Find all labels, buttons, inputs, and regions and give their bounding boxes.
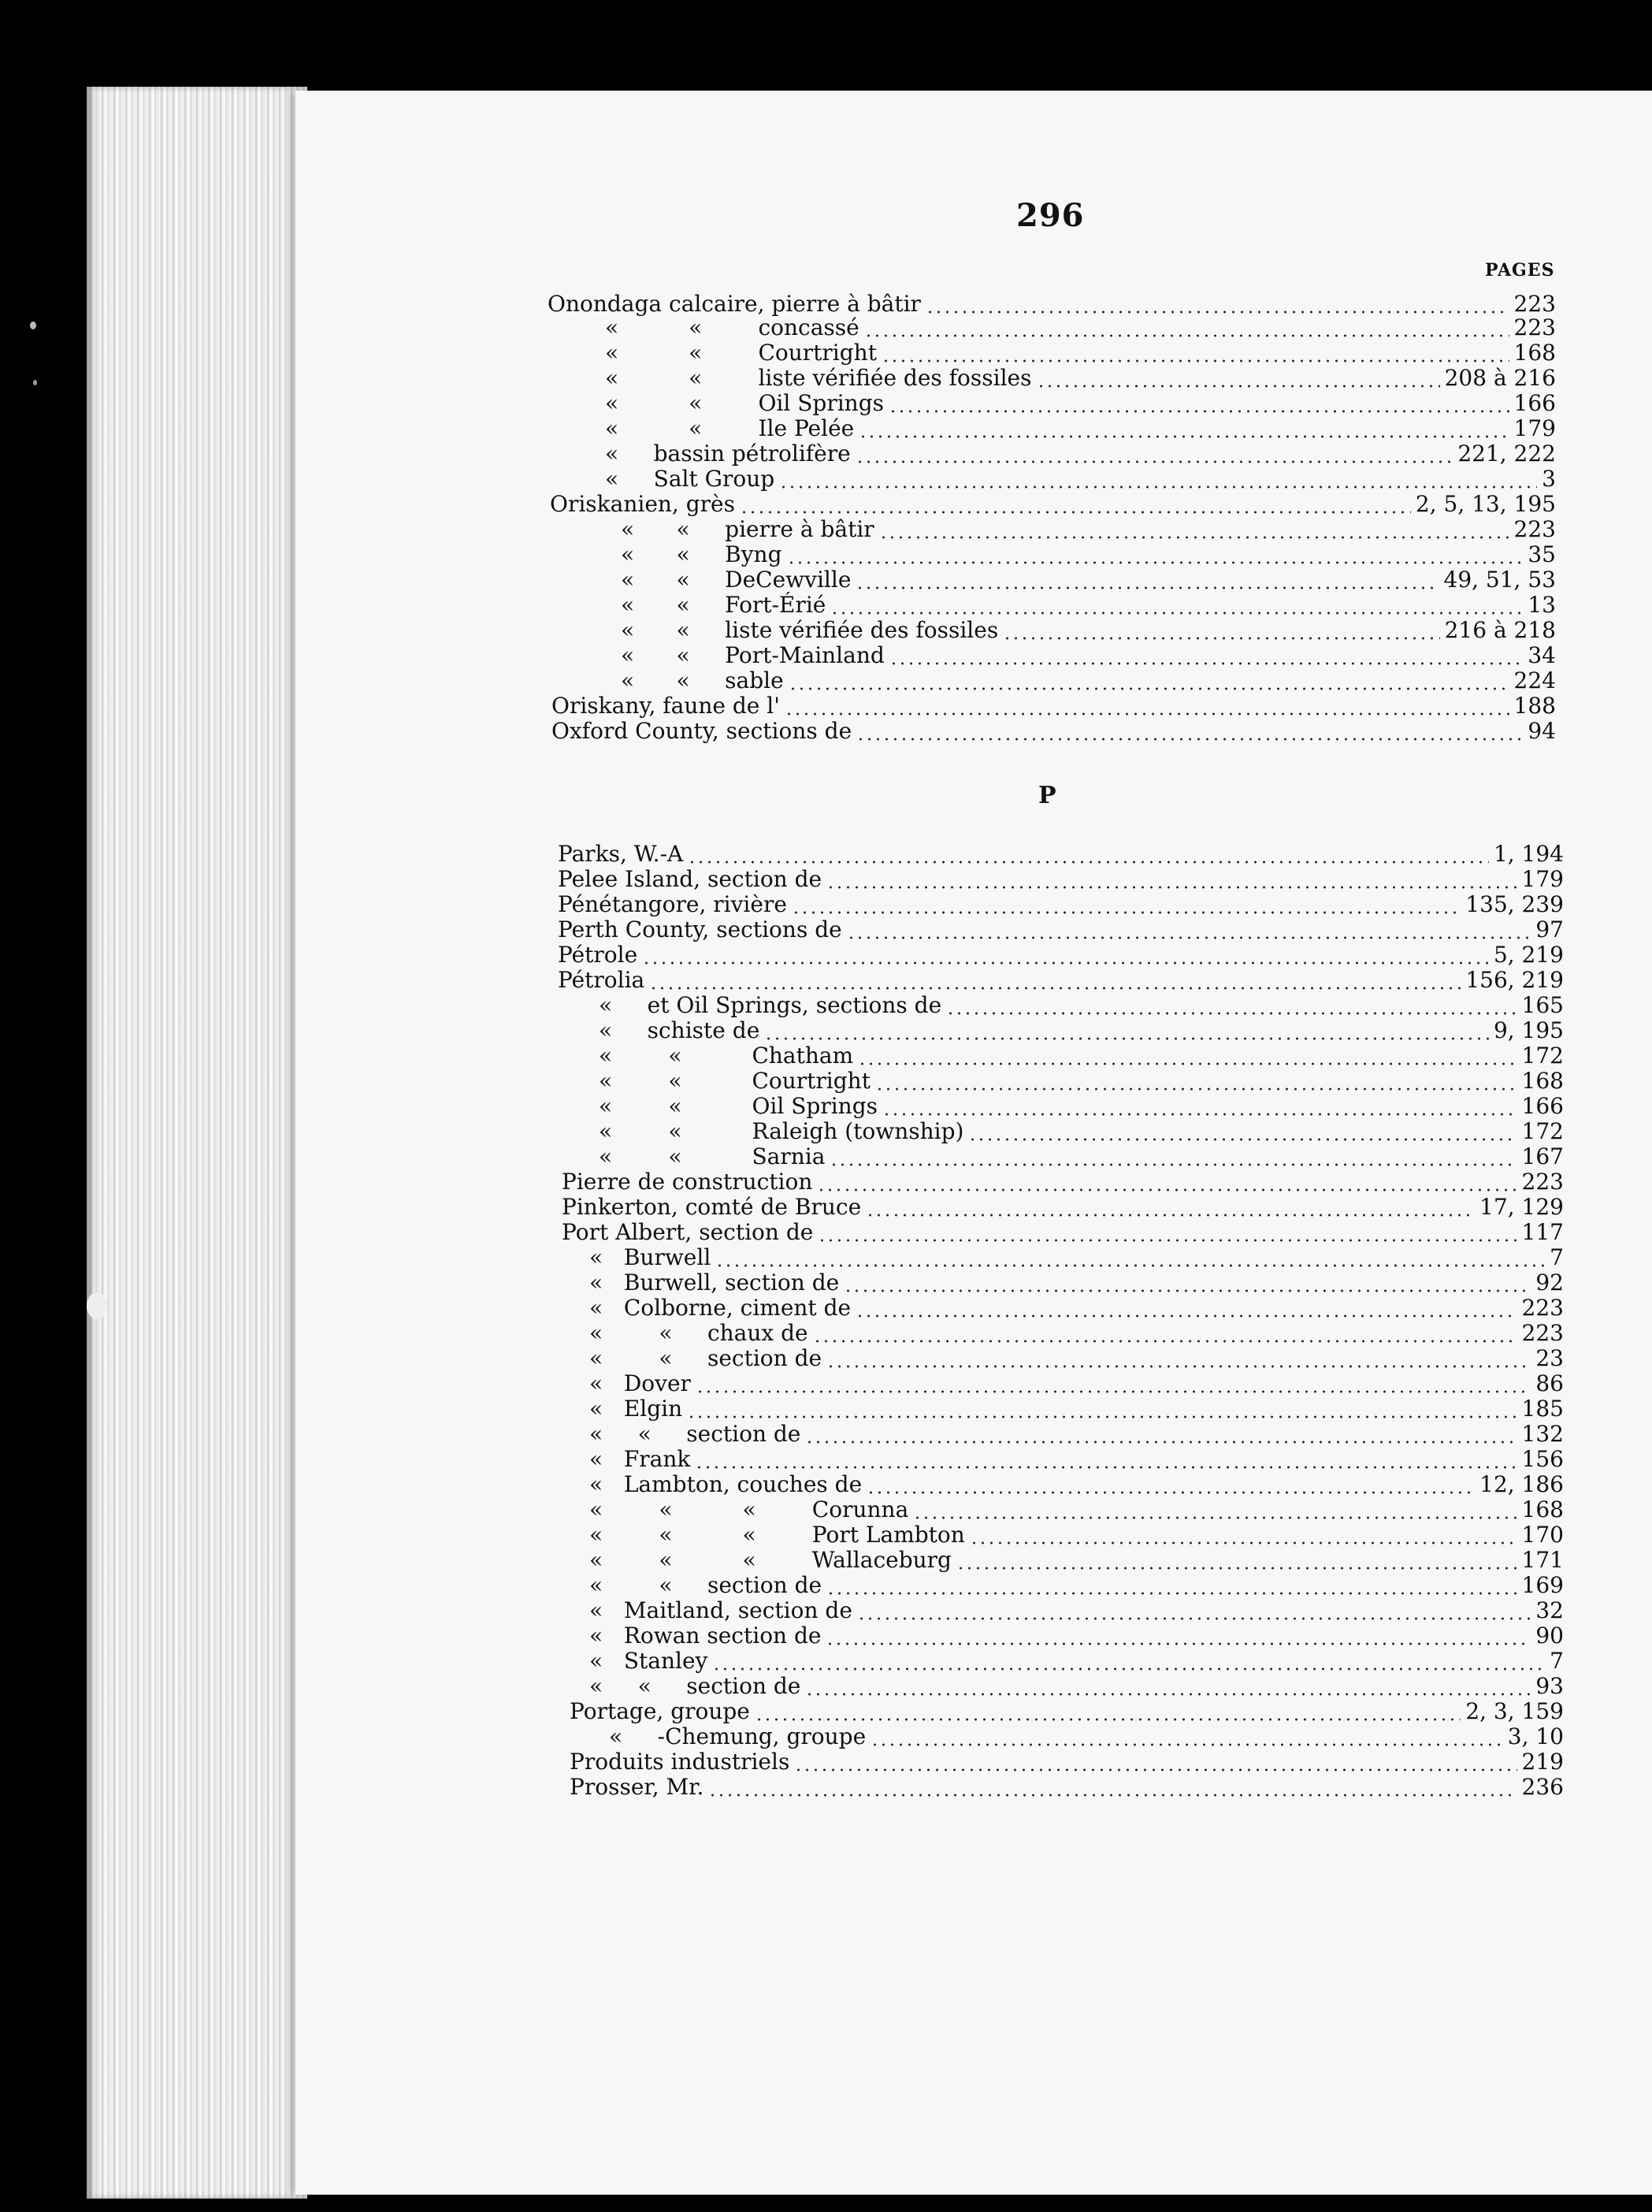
entry-pages: 236: [1521, 1774, 1564, 1800]
entry-text: « « section de: [589, 1572, 822, 1598]
entry-text: « « pierre à bâtir: [621, 516, 874, 542]
page-number: 296: [1016, 197, 1085, 234]
leader-dots: [968, 1138, 1516, 1141]
entry-text: Port Albert, section de: [562, 1219, 814, 1245]
entry-pages: 117: [1521, 1219, 1564, 1245]
leader-dots: [857, 1617, 1531, 1620]
entry-text: « « « Corunna: [589, 1496, 909, 1522]
entry-text: « « Ile Pelée: [605, 415, 855, 441]
leader-dots: [818, 1239, 1516, 1242]
entry-pages: 224: [1513, 667, 1556, 693]
entry-pages: 185: [1521, 1396, 1564, 1422]
index-entry: [558, 892, 1564, 917]
entry-text: Pétrole: [558, 942, 638, 968]
leader-dots: [882, 359, 1509, 362]
entry-pages: 97: [1535, 916, 1564, 942]
entry-text: « « « Wallaceburg: [589, 1547, 952, 1573]
index-entry: [599, 1094, 1564, 1119]
index-entry: [599, 1069, 1564, 1094]
index-entry: [589, 1422, 1564, 1447]
entry-pages: 167: [1521, 1143, 1564, 1169]
leader-dots: [755, 1718, 1461, 1721]
entry-pages: 93: [1535, 1673, 1564, 1699]
entry-pages: 92: [1535, 1270, 1564, 1296]
index-entry: [562, 1195, 1564, 1220]
index-entry: [562, 1220, 1564, 1245]
entry-text: Oriskany, faune de l': [551, 693, 780, 719]
leader-dots: [696, 1390, 1531, 1393]
entry-text: « et Oil Springs, sections de: [599, 992, 942, 1018]
entry-text: Prosser, Mr.: [570, 1774, 704, 1800]
leader-dots: [642, 961, 1489, 965]
entry-pages: 35: [1528, 541, 1556, 567]
entry-text: « « Oil Springs: [599, 1093, 878, 1119]
leader-dots: [858, 1062, 1516, 1065]
index-entry: [599, 1144, 1564, 1169]
entry-text: Onondaga calcaire, pierre à bâtir: [548, 291, 921, 317]
entry-pages: 223: [1513, 314, 1556, 340]
leader-dots: [946, 1012, 1516, 1015]
index-entry: [589, 1346, 1564, 1371]
leader-dots: [830, 1163, 1516, 1166]
entry-pages: 2, 5, 13, 195: [1415, 491, 1556, 517]
entry-text: « « sable: [621, 667, 784, 693]
entry-text: « -Chemung, groupe: [609, 1723, 867, 1749]
entry-pages: 179: [1521, 866, 1564, 892]
leader-dots: [956, 1567, 1517, 1570]
leader-dots: [789, 687, 1509, 690]
entry-pages: 221, 222: [1457, 441, 1556, 467]
entry-text: « « concassé: [605, 314, 859, 340]
entry-text: « « liste vérifiée des fossiles: [605, 365, 1032, 391]
index-entry: [589, 1573, 1564, 1598]
leader-dots: [805, 1693, 1531, 1696]
index-entry: [589, 1598, 1564, 1623]
entry-pages: 169: [1521, 1572, 1564, 1598]
entry-pages: 132: [1521, 1421, 1564, 1447]
entry-pages: 170: [1521, 1522, 1564, 1548]
index-entry: [621, 668, 1556, 693]
entry-text: « Maitland, section de: [589, 1597, 852, 1623]
entry-text: « Burwell: [589, 1244, 711, 1270]
entry-text: « « Chatham: [599, 1043, 854, 1069]
index-entry: [605, 366, 1556, 391]
entry-pages: 23: [1535, 1345, 1564, 1371]
index-entry: [621, 643, 1556, 668]
entry-pages: 172: [1521, 1043, 1564, 1069]
leader-dots: [826, 1365, 1531, 1368]
index-entry: [558, 942, 1564, 968]
entry-pages: 188: [1513, 693, 1556, 719]
index-entry: [570, 1699, 1564, 1724]
index-entry: [589, 1623, 1564, 1649]
index-entry: [589, 1447, 1564, 1472]
entry-text: Produits industriels: [570, 1749, 790, 1775]
index-entry: [599, 1018, 1564, 1043]
entry-pages: 165: [1521, 992, 1564, 1018]
leader-dots: [864, 334, 1509, 337]
entry-text: « « Raleigh (township): [599, 1118, 964, 1144]
index-entry: [621, 618, 1556, 643]
leader-dots: [926, 310, 1509, 314]
entry-text: « « chaux de: [589, 1320, 808, 1346]
entry-text: Oriskanien, grès: [550, 491, 735, 517]
leader-dots: [785, 712, 1509, 716]
leader-dots: [859, 435, 1509, 438]
entry-pages: 219: [1521, 1749, 1564, 1775]
entry-text: Pénétangore, rivière: [558, 891, 787, 917]
leader-dots: [688, 861, 1489, 864]
entry-pages: 13: [1528, 592, 1556, 618]
entry-text: « Elgin: [589, 1396, 683, 1422]
leader-dots: [792, 911, 1461, 914]
entry-text: « « Courtright: [599, 1068, 871, 1094]
entry-text: « schiste de: [599, 1017, 760, 1043]
index-entry: [599, 1043, 1564, 1069]
entry-pages: 168: [1521, 1068, 1564, 1094]
entry-pages: 166: [1521, 1093, 1564, 1119]
leader-dots: [826, 1642, 1531, 1645]
index-entry: [589, 1522, 1564, 1548]
entry-text: « « liste vérifiée des fossiles: [621, 617, 999, 643]
index-entry: [589, 1674, 1564, 1699]
index-entry: [589, 1371, 1564, 1396]
entry-text: « Colborne, ciment de: [589, 1295, 852, 1321]
index-entry: [621, 542, 1556, 567]
index-entry: [551, 693, 1556, 719]
index-entry: [589, 1270, 1564, 1296]
section-letter: P: [1038, 782, 1056, 809]
entry-text: Perth County, sections de: [558, 916, 842, 942]
entry-text: Pétrolia: [558, 967, 645, 993]
entry-pages: 90: [1535, 1623, 1564, 1649]
entry-pages: 5, 219: [1493, 942, 1564, 968]
index-entry: [558, 917, 1564, 942]
leader-dots: [740, 511, 1411, 514]
entry-text: « « section de: [589, 1345, 822, 1371]
entry-pages: 223: [1521, 1169, 1564, 1195]
index-entry: [605, 467, 1556, 492]
leader-dots: [970, 1541, 1517, 1545]
entry-text: « « Sarnia: [599, 1143, 826, 1169]
leader-dots: [794, 1768, 1516, 1771]
index-entry: [570, 1775, 1564, 1800]
index-entry: [609, 1724, 1564, 1749]
index-entry: [589, 1548, 1564, 1573]
index-entry: [621, 593, 1556, 618]
index-entry: [605, 416, 1556, 441]
entry-pages: 94: [1528, 718, 1556, 744]
index-entry: [589, 1296, 1564, 1321]
entry-text: « « Port-Mainland: [621, 642, 885, 668]
leader-dots: [779, 485, 1537, 489]
entry-text: « « DeCewville: [621, 567, 852, 593]
index-entry: [621, 517, 1556, 542]
entry-text: « « Fort-Érié: [621, 592, 826, 618]
index-entry: [589, 1497, 1564, 1522]
leader-dots: [856, 738, 1523, 741]
entry-text: « « Courtright: [605, 340, 877, 366]
entry-pages: 17, 129: [1479, 1194, 1564, 1220]
leader-dots: [879, 536, 1509, 539]
index-entry: [548, 292, 1556, 317]
entry-text: « bassin pétrolifère: [605, 441, 851, 467]
entry-text: « Dover: [589, 1370, 691, 1396]
entry-pages: 3, 10: [1507, 1723, 1564, 1749]
index-entry: [558, 968, 1564, 993]
leader-dots: [830, 612, 1523, 615]
leader-dots: [856, 586, 1439, 589]
index-entry: [558, 867, 1564, 892]
leader-dots: [715, 1264, 1545, 1267]
entry-pages: 86: [1535, 1370, 1564, 1396]
entry-text: Portage, groupe: [570, 1698, 750, 1724]
index-entry: [599, 1119, 1564, 1144]
leader-dots: [826, 1592, 1516, 1595]
entry-text: « Frank: [589, 1446, 691, 1472]
entry-pages: 168: [1513, 340, 1556, 366]
pages-column-header: PAGES: [1485, 260, 1555, 281]
entry-text: « « Byng: [621, 541, 782, 567]
entry-text: « Lambton, couches de: [589, 1471, 863, 1497]
entry-pages: 156: [1521, 1446, 1564, 1472]
entry-text: « Rowan section de: [589, 1623, 822, 1649]
entry-pages: 2, 3, 159: [1465, 1698, 1564, 1724]
entry-pages: 223: [1513, 291, 1556, 317]
entry-pages: 216 à 218: [1444, 617, 1556, 643]
entry-pages: 135, 239: [1465, 891, 1564, 917]
leader-dots: [695, 1466, 1516, 1469]
entry-pages: 171: [1521, 1547, 1564, 1573]
leader-dots: [882, 1113, 1517, 1116]
leader-dots: [787, 561, 1524, 564]
leader-dots: [708, 1794, 1516, 1797]
index-entry: [599, 993, 1564, 1018]
entry-pages: 168: [1521, 1496, 1564, 1522]
leader-dots: [856, 460, 1453, 463]
leader-dots: [712, 1667, 1545, 1671]
entry-pages: 7: [1550, 1648, 1564, 1674]
entry-pages: 179: [1513, 415, 1556, 441]
index-entry: [605, 340, 1556, 366]
index-entry: [605, 391, 1556, 416]
leader-dots: [1037, 385, 1440, 388]
leader-dots: [1003, 637, 1439, 640]
leader-dots: [805, 1441, 1516, 1444]
leader-dots: [875, 1087, 1517, 1091]
entry-pages: 166: [1513, 390, 1556, 416]
entry-text: « « section de: [589, 1421, 801, 1447]
entry-text: « « section de: [589, 1673, 801, 1699]
index-entry: [605, 441, 1556, 467]
leader-dots: [889, 410, 1509, 413]
entry-pages: 172: [1521, 1118, 1564, 1144]
entry-pages: 1, 194: [1493, 841, 1564, 867]
entry-pages: 34: [1528, 642, 1556, 668]
entry-pages: 3: [1542, 466, 1556, 492]
entry-pages: 32: [1535, 1597, 1564, 1623]
entry-pages: 49, 51, 53: [1443, 567, 1556, 593]
entry-pages: 208 à 216: [1444, 365, 1556, 391]
entry-pages: 7: [1550, 1244, 1564, 1270]
leader-dots: [844, 1289, 1531, 1292]
leader-dots: [866, 1214, 1475, 1217]
entry-text: « « « Port Lambton: [589, 1522, 965, 1548]
entry-text: Pinkerton, comté de Bruce: [562, 1194, 862, 1220]
entry-text: Parks, W.-A: [558, 841, 684, 867]
entry-pages: 9, 195: [1493, 1017, 1564, 1043]
leader-dots: [867, 1491, 1475, 1494]
leader-dots: [649, 987, 1461, 990]
leader-dots: [913, 1516, 1516, 1519]
index-entry: [551, 719, 1556, 744]
entry-text: Pierre de construction: [562, 1169, 813, 1195]
index-entry: [621, 567, 1556, 593]
leader-dots: [813, 1340, 1517, 1343]
entry-text: « Burwell, section de: [589, 1270, 840, 1296]
leader-dots: [889, 662, 1524, 665]
leader-dots: [856, 1314, 1516, 1318]
entry-pages: 223: [1521, 1320, 1564, 1346]
entry-text: « « Oil Springs: [605, 390, 885, 416]
leader-dots: [847, 936, 1531, 939]
index-entry: [589, 1472, 1564, 1497]
leader-dots: [871, 1743, 1503, 1746]
entry-text: Oxford County, sections de: [551, 718, 852, 744]
entry-text: « Stanley: [589, 1648, 708, 1674]
index-entry: [562, 1169, 1564, 1195]
leader-dots: [826, 886, 1516, 889]
index-entry: [605, 315, 1556, 340]
index-entry: [589, 1321, 1564, 1346]
index-entry: [589, 1649, 1564, 1674]
entry-text: Pelee Island, section de: [558, 866, 822, 892]
entry-pages: 223: [1521, 1295, 1564, 1321]
index-entry: [570, 1749, 1564, 1775]
index-entry: [558, 842, 1564, 867]
leader-dots: [764, 1037, 1489, 1040]
index-entry: [589, 1396, 1564, 1422]
entry-text: « Salt Group: [605, 466, 775, 492]
leader-dots: [817, 1188, 1516, 1192]
entry-pages: 12, 186: [1479, 1471, 1564, 1497]
entry-pages: 223: [1513, 516, 1556, 542]
entry-pages: 156, 219: [1465, 967, 1564, 993]
index-entry: [550, 492, 1556, 517]
leader-dots: [687, 1415, 1516, 1418]
index-entry: [589, 1245, 1564, 1270]
